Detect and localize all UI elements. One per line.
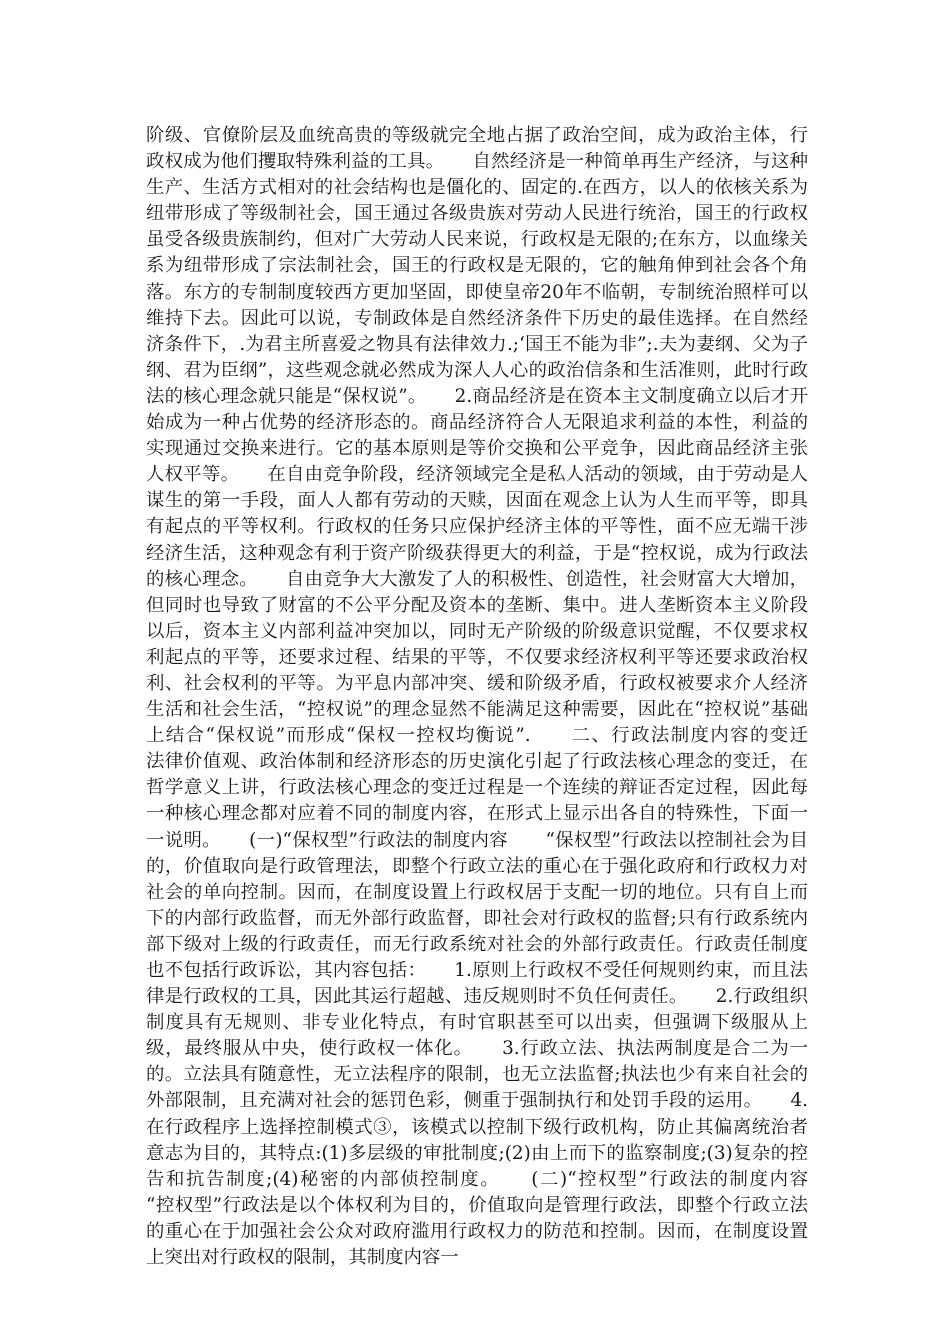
body-text: 阶级、官僚阶层及血统高贵的等级就完全地占据了政治空间，成为政治主体，行政权成为他们攫取特殊利益的工具。 自然经济是一种简单再生产经济，与这种生产、生活方式相对的社会结构也是僵化的、固定的.在西方，以人的依核关系为纽带形成了等级制社会，国王通过各级贵族对劳动人民进行统治，国王的行政权虽受各级贵族制约，但对广大劳动人民来说，行政权是无限的;在东方，以血缘关系为纽带形成了宗法制社会，国王的行政权是无限的，它的触角伸到社会各个角落。东方的专制制度较西方更加坚固，即使皇帝20年不临朝，专制统治照样可以维持下去。因此可以说，专制政体是自然经济条件下历史的最佳选择。在自然经济条件下，.为君主所喜爱之物具有法律效力.;‘国王不能为非”;.夫为妻纲、父为子纲、君为臣纲”，这些观念就必然成为深人人心的政治信条和生活准则，此时行政法的核心理念就只能是“保权说”。 2.商品经济是在资本主文制度确立以后才开始成为一种占优势的经济形态的。商品经济符合人无限追求利益的本性，利益的实现通过交换来进行。它的基本原则是等价交换和公平竞争，因此商品经济主张人权平等。 在自由竞争阶段，经济领域完全是私人活动的领域，由于劳动是人谋生的第一手段，面人人都有劳动的天赎，因面在观念上认为人生而平等，即具有起点的平等权利。行政权的任务只应保护经济主体的平等性，面不应无端干涉经济生活，这种观念有利于资产阶级获得更大的利益，于是“控权说，成为行政法的核心理念。 自由竞争大大激发了人的积极性、创造性，社会财富大大增加，但同时也导致了财富的不公平分配及资本的垄断、集中。进人垄断资本主义阶段以后，资本主义内部利益冲突加以，同时无产阶级的阶级意识觉醒，不仅要求权利起点的平等，还要求过程、结果的平等，不仅要求经济权利平等还要求政治权利、社会权利的平等。为平息内部冲突、缓和阶级矛盾，行政权被要求介人经济生活和社会生活，“控权说”的理念显然不能满足这种需要，因此在“控权说”基础上结合“保权说”而形成“保权一控权均衡说”. 二、行政法制度内容的变迁 法律价值观、政治体制和经济形态的历史演化引起了行政法核心理念的变迁，在哲学意义上讲，行政法核心理念的变迁过程是一个连续的辩证否定过程，因此每一种核心理念都对应着不同的制度内容，在形式上显示出各自的特殊性，下面一一说明。 (一)“保权型”行政法的制度内容 “保权型”行政法以控制社会为目的，价值取向是行政管理法，即整个行政立法的重心在于强化政府和行政权力对社会的单向控制。因而，在制度设置上行政权居于支配一切的地位。只有自上而下的内部行政监督，而无外部行政监督，即社会对行政权的监督;只有行政系统内部下级对上级的行政责任，而无行政系统对社会的外部行政责任。行政责任制度也不包括行政诉讼，其内容包括： 1.原则上行政权不受任何规则约束，而且法律是行政权的工具，因此其运行超越、违反规则时不负任何责任。 2.行政组织制度具有无规则、非专业化特点，有时官职甚至可以出卖，但强调下级服从上级，最终服从中央，使行政权一体化。 3.行政立法、执法两制度是合二为一的。立法具有随意性，无立法程序的限制，也无立法监督;执法也少有来自社会的外部限制，且充满对社会的惩罚色彩，侧重于强制执行和处罚手段的运用。 4.在行政程序上选择控制模式③，该模式以控制下级行政机构，防止其偏离统治者意志为目的，其特点:(1)多层级的审批制度;(2)由上而下的监察制度;(3)复杂的控告和抗告制度;(4)秘密的内部侦控制度。 (二)“控权型”行政法的制度内容 “控权型”行政法是以个体权利为目的，价值取向是管理行政法，即整个行政立法的重心在于加强社会公众对政府滥用行政权力的防范和控制。因而，在制度设置上突出对行政权的限制，其制度内容一 <box>146 125 845 1269</box>
